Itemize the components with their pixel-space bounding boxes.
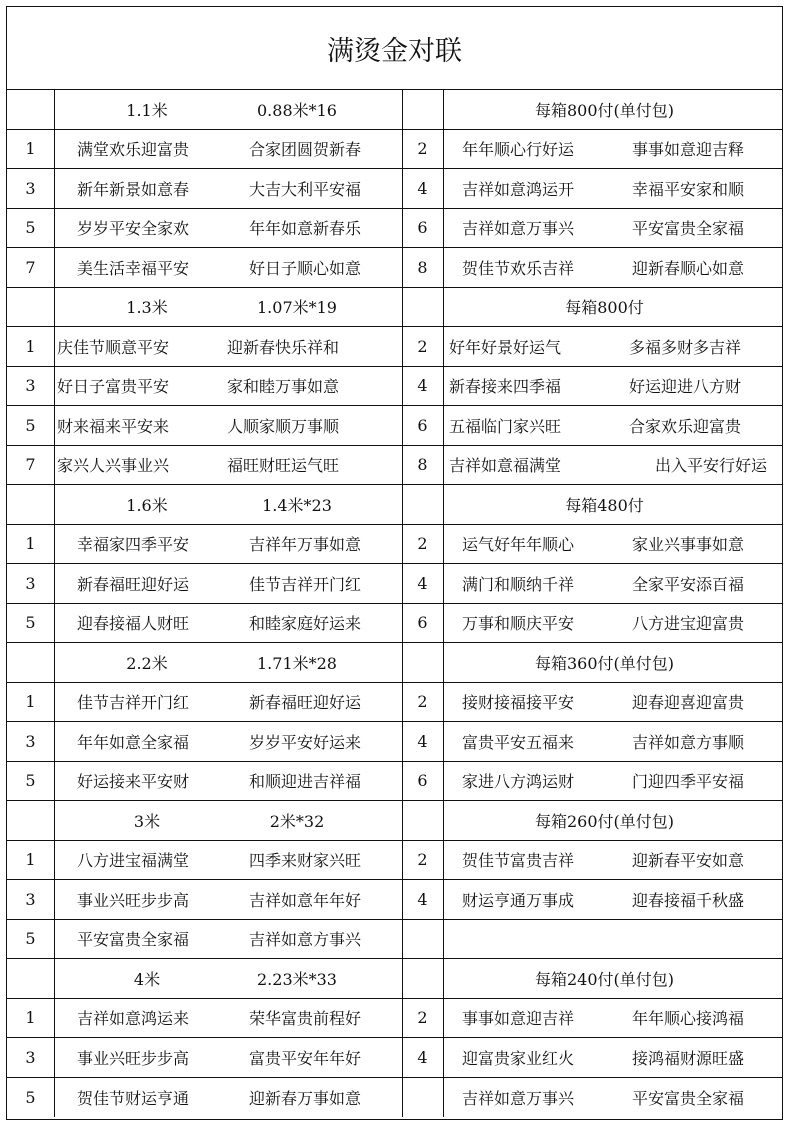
packing-label: 每箱260付(单付包) — [534, 811, 675, 831]
couplet-first-line: 事业兴旺步步高 — [77, 1048, 190, 1068]
couplet-second-line: 四季来财家兴旺 — [249, 851, 362, 871]
packing-label: 每箱800付 — [565, 298, 644, 318]
couplet-second-line — [632, 920, 790, 959]
item-number: 1 — [25, 1008, 36, 1028]
table-row — [7, 1078, 782, 1118]
couplet-first-line: 平安富贵全家福 — [77, 930, 190, 950]
table-row — [7, 406, 782, 446]
item-number: 5 — [25, 613, 36, 633]
section-header — [7, 959, 782, 999]
table-row — [7, 169, 782, 209]
couplet-first-line: 财运亨通万事成 — [462, 890, 575, 910]
item-number: 8 — [417, 455, 428, 475]
couplet-first-line: 满门和顺纳千祥 — [462, 574, 575, 594]
item-number: 5 — [25, 771, 36, 791]
couplet-first-line: 年年顺心行好运 — [462, 140, 575, 160]
couplet-first-line: 吉祥如意万事兴 — [462, 1088, 575, 1108]
couplet-first-line: 运气好年年顺心 — [462, 535, 575, 555]
couplet-second-line: 八方进宝迎富贵 — [632, 614, 745, 634]
table-row — [7, 327, 782, 367]
couplet-second-line: 大吉大利平安福 — [249, 179, 362, 199]
section-header — [7, 643, 782, 683]
item-number: 1 — [25, 850, 36, 870]
item-number: 5 — [25, 929, 36, 949]
table-row — [7, 564, 782, 604]
couplet-second-line: 好日子顺心如意 — [249, 258, 362, 278]
couplet-second-line: 平安富贵全家福 — [632, 1088, 745, 1108]
couplet-first-line: 幸福家四季平安 — [77, 535, 190, 555]
table-row — [7, 209, 782, 249]
couplet-first-line: 贺佳节富贵吉祥 — [462, 851, 575, 871]
table-row — [7, 604, 782, 644]
couplet-first-line: 吉祥如意鸿运开 — [462, 179, 575, 199]
item-number: 6 — [417, 218, 428, 238]
item-number: 4 — [417, 178, 428, 198]
couplet-second-line: 新春福旺迎好运 — [249, 693, 362, 713]
table-row — [7, 920, 782, 960]
section-header — [7, 288, 782, 328]
couplet-second-line: 全家平安添百福 — [632, 574, 745, 594]
couplet-second-line: 荣华富贵前程好 — [249, 1009, 362, 1029]
couplet-first-line: 新春接来四季福 — [449, 377, 562, 397]
couplet-first-line: 吉祥如意福满堂 — [449, 456, 562, 476]
item-number: 5 — [25, 218, 36, 238]
table-row — [7, 722, 782, 762]
item-number: 8 — [417, 257, 428, 277]
couplet-second-line: 好运迎进八方财 — [629, 377, 742, 397]
item-number: 5 — [25, 415, 36, 435]
couplet-second-line: 吉祥年万事如意 — [249, 535, 362, 555]
couplet-first-line: 美生活幸福平安 — [77, 258, 190, 278]
couplet-first-line: 好年好景好运气 — [449, 337, 562, 357]
item-number: 3 — [25, 376, 36, 396]
item-number: 1 — [25, 534, 36, 554]
couplet-second-line: 接鸿福财源旺盛 — [632, 1048, 745, 1068]
item-number: 6 — [417, 415, 428, 435]
table-row — [7, 880, 782, 920]
packing-label: 每箱800付(单付包) — [534, 100, 675, 120]
couplet-second-line: 吉祥如意方事顺 — [632, 732, 745, 752]
section-header — [7, 801, 782, 841]
couplet-second-line: 多福多财多吉祥 — [629, 337, 742, 357]
size-label: 1.6米 — [126, 495, 168, 515]
couplet-first-line: 好运接来平安财 — [77, 772, 190, 792]
item-number: 7 — [25, 257, 36, 277]
couplet-second-line: 吉祥如意方事兴 — [249, 930, 362, 950]
section-header — [7, 485, 782, 525]
couplet-first-line: 财来福来平安来 — [57, 416, 170, 436]
item-number: 4 — [417, 889, 428, 909]
item-number: 2 — [417, 534, 428, 554]
couplet-second-line: 迎新春平安如意 — [632, 851, 745, 871]
dimension-label: 1.71米*28 — [257, 653, 337, 673]
packing-label: 每箱240付(单付包) — [534, 969, 675, 989]
item-number — [402, 920, 443, 959]
couplet-second-line: 迎新春快乐祥和 — [227, 337, 340, 357]
item-number: 3 — [25, 1047, 36, 1067]
packing-label: 每箱360付(单付包) — [534, 653, 675, 673]
couplet-second-line: 吉祥如意年年好 — [249, 890, 362, 910]
couplet-first-line: 好日子富贵平安 — [57, 377, 170, 397]
size-label: 3米 — [133, 811, 161, 831]
item-number: 2 — [417, 336, 428, 356]
couplet-first-line: 新春福旺迎好运 — [77, 574, 190, 594]
item-number: 4 — [417, 573, 428, 593]
couplet-first-line: 吉祥如意万事兴 — [462, 219, 575, 239]
size-label: 2.2米 — [126, 653, 168, 673]
table-row — [7, 525, 782, 565]
couplet-first-line: 迎春接福人财旺 — [77, 614, 190, 634]
item-number: 4 — [417, 376, 428, 396]
couplet-second-line: 迎春迎喜迎富贵 — [632, 693, 745, 713]
size-label: 1.1米 — [126, 100, 168, 120]
couplet-second-line: 和顺迎进吉祥福 — [249, 772, 362, 792]
item-number: 2 — [417, 1008, 428, 1028]
couplet-second-line: 出入平安行好运 — [655, 456, 768, 476]
table-row — [7, 446, 782, 486]
table-row — [7, 130, 782, 170]
item-number: 3 — [25, 573, 36, 593]
couplet-first-line: 迎富贵家业红火 — [462, 1048, 575, 1068]
couplet-table — [7, 90, 782, 1117]
couplet-first-line — [462, 920, 622, 959]
item-number: 3 — [25, 889, 36, 909]
item-number: 6 — [417, 771, 428, 791]
couplet-second-line: 福旺财旺运气旺 — [227, 456, 340, 476]
couplet-first-line: 吉祥如意鸿运来 — [77, 1009, 190, 1029]
couplet-second-line: 家和睦万事如意 — [227, 377, 340, 397]
item-number: 4 — [417, 731, 428, 751]
packing-label: 每箱480付 — [565, 495, 644, 515]
couplet-second-line: 人顺家顺万事顺 — [227, 416, 340, 436]
couplet-first-line: 年年如意全家福 — [77, 732, 190, 752]
dimension-label: 1.4米*23 — [262, 495, 332, 515]
size-label: 1.3米 — [126, 298, 168, 318]
price-sheet — [6, 6, 783, 1120]
item-number — [402, 1078, 443, 1118]
item-number: 7 — [25, 455, 36, 475]
couplet-second-line: 迎新春顺心如意 — [632, 258, 745, 278]
couplet-first-line: 接财接福接平安 — [462, 693, 575, 713]
item-number: 2 — [417, 692, 428, 712]
couplet-first-line: 佳节吉祥开门红 — [77, 693, 190, 713]
couplet-first-line: 岁岁平安全家欢 — [77, 219, 190, 239]
couplet-second-line: 富贵平安年年好 — [249, 1048, 362, 1068]
section-header — [7, 90, 782, 130]
couplet-first-line: 贺佳节欢乐吉祥 — [462, 258, 575, 278]
table-row — [7, 367, 782, 407]
couplet-second-line: 岁岁平安好运来 — [249, 732, 362, 752]
couplet-second-line: 合家团圆贺新春 — [249, 140, 362, 160]
dimension-label: 2.23米*33 — [257, 969, 337, 989]
couplet-second-line: 迎春接福千秋盛 — [632, 890, 745, 910]
couplet-second-line: 合家欢乐迎富贵 — [629, 416, 742, 436]
couplet-second-line: 平安富贵全家福 — [632, 219, 745, 239]
couplet-first-line: 事事如意迎吉祥 — [462, 1009, 575, 1029]
dimension-label: 1.07米*19 — [257, 298, 337, 318]
couplet-first-line: 新年新景如意春 — [77, 179, 190, 199]
item-number: 2 — [417, 850, 428, 870]
item-number: 2 — [417, 139, 428, 159]
couplet-first-line: 八方进宝福满堂 — [77, 851, 190, 871]
item-number: 1 — [25, 336, 36, 356]
couplet-first-line: 富贵平安五福来 — [462, 732, 575, 752]
item-number: 6 — [417, 613, 428, 633]
item-number: 1 — [25, 692, 36, 712]
couplet-second-line: 门迎四季平安福 — [632, 772, 745, 792]
couplet-second-line: 和睦家庭好运来 — [249, 614, 362, 634]
couplet-second-line: 迎新春万事如意 — [249, 1088, 362, 1108]
item-number: 3 — [25, 178, 36, 198]
table-row — [7, 683, 782, 723]
couplet-first-line: 万事和顺庆平安 — [462, 614, 575, 634]
couplet-first-line: 庆佳节顺意平安 — [57, 337, 170, 357]
item-number: 4 — [417, 1047, 428, 1067]
couplet-second-line: 家业兴事事如意 — [632, 535, 745, 555]
table-row — [7, 248, 782, 288]
table-row — [7, 841, 782, 881]
couplet-second-line: 幸福平安家和顺 — [632, 179, 745, 199]
table-row — [7, 1038, 782, 1078]
couplet-first-line: 贺佳节财运亨通 — [77, 1088, 190, 1108]
couplet-first-line: 家兴人兴事业兴 — [57, 456, 170, 476]
couplet-second-line: 年年顺心接鸿福 — [632, 1009, 745, 1029]
item-number: 1 — [25, 139, 36, 159]
item-number: 5 — [25, 1087, 36, 1107]
page-title: 满烫金对联 — [7, 7, 782, 90]
couplet-first-line: 家进八方鸿运财 — [462, 772, 575, 792]
couplet-second-line: 佳节吉祥开门红 — [249, 574, 362, 594]
dimension-label: 2米*32 — [269, 811, 325, 831]
couplet-first-line: 五福临门家兴旺 — [449, 416, 562, 436]
couplet-second-line: 事事如意迎吉释 — [632, 140, 745, 160]
dimension-label: 0.88米*16 — [257, 100, 337, 120]
size-label: 4米 — [133, 969, 161, 989]
table-row — [7, 999, 782, 1039]
couplet-first-line: 事业兴旺步步高 — [77, 890, 190, 910]
table-row — [7, 762, 782, 802]
couplet-second-line: 年年如意新春乐 — [249, 219, 362, 239]
item-number: 3 — [25, 731, 36, 751]
couplet-first-line: 满堂欢乐迎富贵 — [77, 140, 190, 160]
